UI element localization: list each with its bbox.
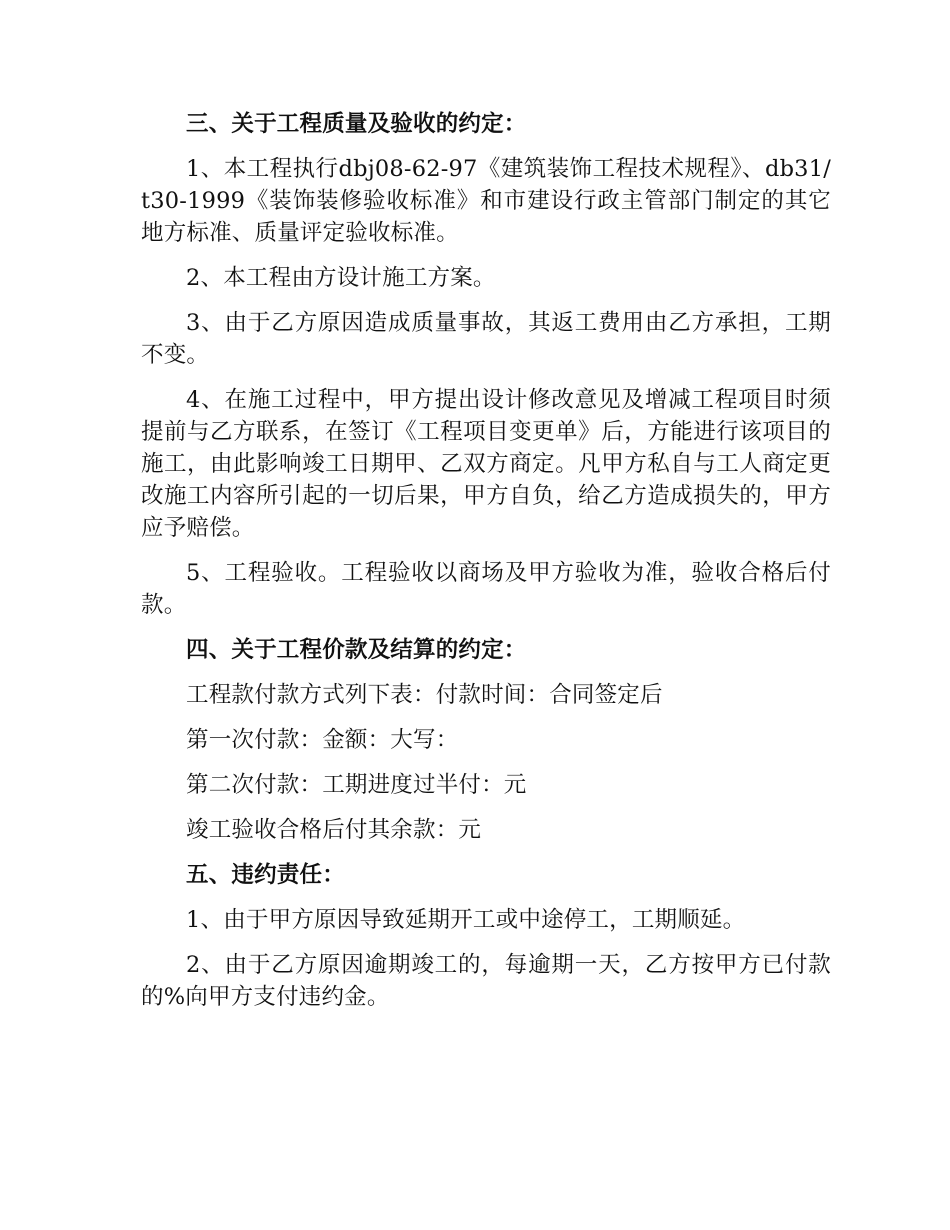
paragraph-final-payment: 竣工验收合格后付其余款：元 [186, 817, 482, 843]
paragraph-changes: 4、在施工过程中，甲方提出设计修改意见及增减工程项目时须提前与乙方联系，在签订《工程项目变更单》后，方能进行该项目的施工，由此影响竣工日期甲、乙双方商定。凡甲方私自与工人商定更改施工内容所引起的一切后果，甲方自负，给乙方造成损失的，甲方应予赔偿。 [141, 387, 831, 541]
section-heading-breach: 五、违约责任： [186, 862, 345, 888]
paragraph-party-a-delay: 1、由于甲方原因导致延期开工或中途停工，工期顺延。 [186, 907, 746, 933]
section-heading-quality: 三、关于工程质量及验收的约定： [186, 111, 527, 137]
paragraph-second-payment: 第二次付款：工期进度过半付：元 [186, 772, 527, 798]
paragraph-acceptance: 5、工程验收。工程验收以商场及甲方验收为准，验收合格后付款。 [141, 560, 831, 618]
paragraph-design: 2、本工程由方设计施工方案。 [186, 265, 496, 291]
document-page [141, 108, 831, 1026]
paragraph-quality-accident: 3、由于乙方原因造成质量事故，其返工费用由乙方承担，工期不变。 [141, 310, 831, 368]
paragraph-standards: 1、本工程执行dbj08-62-97《建筑装饰工程技术规程》、db31/t30-1999《装饰装修验收标准》和市建设行政主管部门制定的其它地方标准、质量评定验收标准。 [141, 156, 831, 246]
section-heading-payment: 四、关于工程价款及结算的约定： [186, 637, 527, 663]
paragraph-first-payment: 第一次付款：金额：大写： [186, 727, 459, 753]
paragraph-payment-method: 工程款付款方式列下表：付款时间：合同签定后 [186, 682, 663, 708]
paragraph-party-b-delay: 2、由于乙方原因逾期竣工的，每逾期一天，乙方按甲方已付款的%向甲方支付违约金。 [141, 952, 831, 1010]
